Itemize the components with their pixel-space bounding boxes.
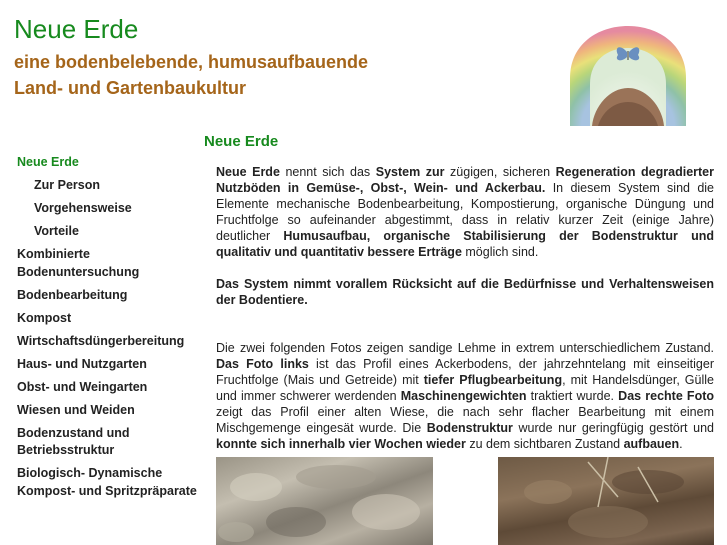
soil-texture-right — [498, 457, 714, 545]
text-bold: konnte sich innerhalb vier Wochen wieder — [216, 437, 466, 451]
text-bold: System zur — [375, 165, 445, 179]
text: zeigt das Profil einer alten Wiese, die nach sehr flacher Bearbeitung mit einem Mischgemenge eingesät wurde. Die — [216, 405, 714, 435]
site-title: Neue Erde — [14, 14, 139, 44]
text: möglich sind. — [461, 245, 539, 259]
sidebar-item-wiesen-und-weiden[interactable]: Wiesen und Weiden — [17, 402, 135, 417]
photos-paragraph — [216, 340, 714, 452]
text-bold: tiefer Pflugbearbeitung — [423, 373, 563, 387]
text-bold: Regeneration degradierter Nutzböden in Gemüse-, Obst-, Wein- und Ackerbau. — [216, 165, 714, 195]
system-paragraph — [216, 276, 714, 308]
sidebar-item-vorgehensweise[interactable]: Vorgehensweise — [34, 201, 132, 215]
photo-meadow-soil-profile — [498, 457, 714, 545]
photo-compacted-soil-profile — [216, 457, 433, 545]
text: . — [679, 437, 683, 451]
intro-paragraph — [216, 164, 714, 260]
sidebar-item-vorteile[interactable]: Vorteile — [34, 224, 79, 238]
text-bold: Maschinengewichten — [400, 389, 527, 403]
text-bold: Das rechte Foto — [618, 389, 715, 403]
sidebar-item-bodenzustand-und-betriebsstruktur[interactable]: Bodenzustand und Betriebsstruktur — [17, 425, 130, 457]
text: Die zwei folgenden Fotos zeigen sandige Lehme in extrem unterschiedlichem Zustand. — [216, 341, 714, 355]
tagline-line-1: eine bodenbelebende, humusaufbauende — [14, 52, 369, 72]
text-bold: Bodenstruktur — [426, 421, 513, 435]
text-bold: aufbauen — [623, 437, 680, 451]
text: ist das Profil eines Ackerbodens, der jahrzehntelang mit einseitiger Fruchtfolge (Mais und Getreide) mit — [216, 357, 714, 387]
sidebar-nav — [17, 154, 202, 506]
text-bold: Das Foto links — [216, 357, 309, 371]
sidebar-item-wirtschaftsduengerbereitung[interactable]: Wirtschaftsdüngerbereitung — [17, 333, 185, 348]
sidebar-item-haus-und-nutzgarten[interactable]: Haus- und Nutzgarten — [17, 356, 147, 371]
text-bold: Neue Erde — [216, 165, 280, 179]
sidebar-item-bodenbearbeitung[interactable]: Bodenbearbeitung — [17, 287, 128, 302]
sidebar-item-neue-erde[interactable]: Neue Erde — [17, 155, 79, 169]
text-bold: Das System nimmt vorallem Rücksicht auf die Bedürfnisse und Verhaltensweisen der Bodentiere. — [216, 277, 714, 307]
page-title: Neue Erde — [204, 133, 279, 150]
text-bold: Humusaufbau, organische Stabilisierung der Bodenstruktur und qualitativ und quantitativ bessere Erträge — [216, 229, 714, 259]
text: , mit Handelsdünger, Gülle und immer schwerer werdenden — [216, 373, 714, 403]
sidebar-item-biologisch-dynamische-praeparate[interactable]: Biologisch- Dynamische Kompost- und Spritzpräparate — [17, 466, 197, 498]
text: wurde nur geringfügig gestört und — [512, 421, 714, 435]
text: zu dem sichtbaren Zustand — [465, 437, 624, 451]
sidebar-item-obst-und-weingarten[interactable]: Obst- und Weingarten — [17, 379, 148, 394]
text: In diesem System sind die Elemente mechanische Bodenbearbeitung, Kompostierung, organische Düngung und Fruchtfolge so aufeinander abgestimmt, dass in relativ kurzer Zeit (einige Jahre) deutlicher — [216, 181, 714, 243]
soil-texture-left — [216, 457, 433, 545]
logo-rainbow-butterfly-drawing — [564, 22, 692, 130]
tagline-line-2: Land- und Gartenbaukultur — [14, 78, 246, 98]
sidebar-item-zur-person[interactable]: Zur Person — [34, 178, 100, 192]
text: nennt sich das — [279, 165, 376, 179]
text: traktiert wurde. — [526, 389, 619, 403]
text: zügigen, sicheren — [444, 165, 556, 179]
sidebar-item-kompost[interactable]: Kompost — [17, 310, 72, 325]
main-content — [216, 164, 714, 468]
sidebar-item-kombinierte-bodenuntersuchung[interactable]: Kombinierte Bodenuntersuchung — [17, 247, 140, 279]
